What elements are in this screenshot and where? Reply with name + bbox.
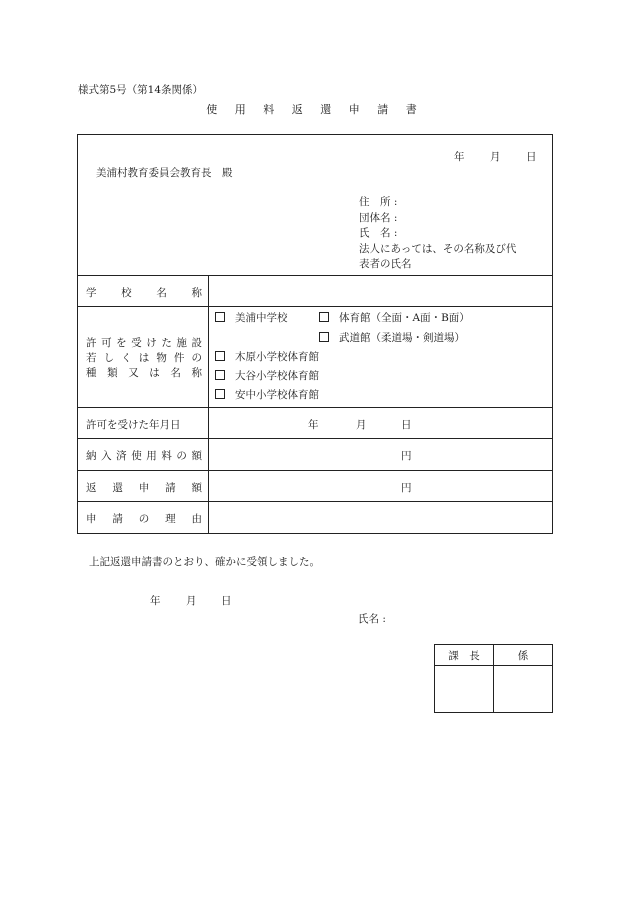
row-divider [78, 407, 552, 408]
stamp-chief-header: 課 長 [448, 650, 480, 662]
stamp-staff-header: 係 [517, 650, 529, 662]
approval-stamp-box [434, 644, 553, 713]
checkbox[interactable] [319, 312, 329, 322]
row-divider [78, 306, 552, 307]
option-kihara-gym[interactable]: 木原小学校体育館 [215, 349, 319, 364]
permit-date-month: 月 [356, 419, 367, 431]
checkbox[interactable] [215, 370, 225, 380]
permit-date-day: 日 [401, 419, 412, 431]
label-facility-line2: 若しくは物件の [86, 352, 202, 364]
recipient: 美浦村教育委員会教育長 殿 [96, 167, 233, 179]
receipt-day: 日 [221, 595, 232, 607]
label-facility-line3: 種類又は名称 [86, 367, 202, 379]
receipt-name-label: 氏名 : [358, 613, 386, 625]
column-divider [208, 275, 209, 534]
application-table [77, 134, 553, 534]
receipt-month: 月 [186, 595, 197, 607]
header-date-month: 月 [490, 151, 501, 163]
row-divider [78, 501, 552, 502]
option-gym[interactable]: 体育館（全面・A面・B面） [319, 310, 470, 325]
corporate-note-line2: 表者の氏名 [359, 258, 412, 270]
label-school-name: 学校名称 [86, 287, 202, 299]
row-divider [78, 470, 552, 471]
permit-date-year: 年 [308, 419, 319, 431]
corporate-note-line1: 法人にあっては、その名称及び代 [359, 243, 517, 255]
paid-fee-yen-unit: 円 [401, 450, 412, 462]
option-annaka-gym[interactable]: 安中小学校体育館 [215, 387, 319, 402]
option-miura-jhs[interactable]: 美浦中学校 [215, 310, 288, 325]
header-date-day: 日 [526, 151, 537, 163]
header-date-year: 年 [454, 151, 465, 163]
option-budokan[interactable]: 武道館（柔道場・剣道場） [319, 330, 465, 345]
address-label: 住 所 : [359, 196, 398, 208]
applicant-name-label: 氏 名 : [359, 227, 398, 239]
row-divider [78, 438, 552, 439]
group-name-label: 団体名 : [359, 212, 398, 224]
option-oya-gym[interactable]: 大谷小学校体育館 [215, 368, 319, 383]
checkbox[interactable] [215, 389, 225, 399]
refund-yen-unit: 円 [401, 482, 412, 494]
checkbox[interactable] [215, 351, 225, 361]
row-divider [78, 275, 552, 276]
checkbox[interactable] [319, 332, 329, 342]
document-title: 使 用 料 返 還 申 請 書 [206, 103, 424, 116]
receipt-statement: 上記返還申請書のとおり、確かに受領しました。 [89, 556, 320, 568]
receipt-year: 年 [150, 595, 161, 607]
checkbox[interactable] [215, 312, 225, 322]
form-number: 様式第5号（第14条関係） [78, 84, 204, 96]
stamp-divider [435, 665, 552, 666]
label-paid-fee: 納入済使用料の額 [86, 450, 202, 462]
label-reason: 申請の理由 [86, 513, 202, 525]
label-permit-date: 許可を受けた年月日 [86, 419, 181, 431]
label-refund-amount: 返還申請額 [86, 482, 202, 494]
label-facility-line1: 許可を受けた施設 [86, 337, 202, 349]
